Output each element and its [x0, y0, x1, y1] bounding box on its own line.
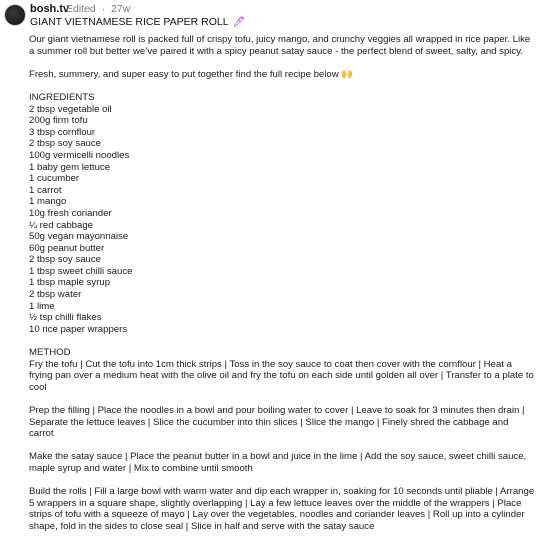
meta-separator: · [101, 3, 106, 15]
ingredient-item: 100g vermicelli noodles [29, 149, 130, 161]
method-step: Build the rolls | Fill a large bowl with warm water and dip each wrapper in, soaking for 10 seconds until pliable | Arrange 5 wrappers in a square shape, slightly overlapping | Lay a few lettuce leaves over the middle of the wrappers | Place strips of tofu with a squeeze of mayo | Lay over the vegetables, noodles and coriander leaves | Roll up into a cylinder shape, fold in the sides to close seal | Slice in half and serve with the satay sauce [29, 486, 535, 532]
ingredient-item: 3 tbsp cornflour [29, 126, 96, 138]
method-step: Make the satay sauce | Place the peanut butter in a bowl and juice in the lime | Add the soy sauce, sweet chilli sauce, maple syrup and water | Mix to combine until smooth [29, 451, 527, 474]
ingredient-item: 10 rice paper wrappers [29, 323, 128, 335]
post-age[interactable]: 27w [111, 3, 131, 15]
method-step: Fry the tofu | Cut the tofu into 1cm thick strips | Toss in the soy sauce to coat then cover with the cornflour | Heat a frying pan over a medium heat with the olive oil and fry the tofu on each side until golden all over | Transfer to a plate to cool [29, 358, 534, 393]
ingredient-item: 1 cucumber [29, 173, 80, 185]
post-header [4, 2, 536, 30]
caption-title-line [30, 16, 245, 28]
method-heading: METHOD [29, 347, 71, 359]
ingredient-item: 2 tbsp soy sauce [29, 254, 101, 266]
ingredient-item: 10g fresh coriander [29, 207, 112, 219]
method-step: Prep the filling | Place the noodles in a bowl and pour boiling water to cover | Leave to soak for 3 minutes then drain | Separate the lettuce leaves | Slice the cucumber into thin slices | Slice the mango | Finely shred the cabbage and carrot [29, 405, 525, 440]
ingredient-item: 60g peanut butter [29, 242, 105, 254]
ingredient-item: 2 tbsp vegetable oil [29, 103, 112, 115]
avatar[interactable] [4, 4, 26, 26]
intro-paragraph: Fresh, summery, and super easy to put together find the full recipe below 🙌 [29, 68, 354, 80]
ingredient-item: ½ tsp chilli flakes [29, 312, 102, 324]
ingredient-item: 1 tbsp sweet chilli sauce [29, 265, 133, 277]
ingredient-item: 50g vegan mayonnaise [29, 231, 129, 243]
ingredient-item: 1 lime [29, 300, 55, 312]
username-link[interactable]: bosh.tv [30, 3, 70, 15]
ingredient-item: 2 tbsp soy sauce [29, 138, 101, 150]
ingredient-item: 1 tbsp maple syrup [29, 277, 111, 289]
caption-body [29, 34, 535, 544]
ingredient-item: 1 carrot [29, 184, 62, 196]
ingredient-item: 1 mango [29, 196, 67, 208]
pen-icon: 🖊 [232, 17, 246, 28]
ingredients-heading: INGREDIENTS [29, 91, 95, 103]
edited-label: Edited [66, 3, 96, 15]
intro-paragraph: Our giant vietnamese roll is packed full of crispy tofu, juicy mango, and crunchy veggies all wrapped in rice paper. Like a summer roll but better we’ve paired it with a spicy peanut satay sauce - the perfect blend of sweet, salty, and spicy. [29, 34, 531, 57]
post-meta [66, 3, 133, 15]
ingredient-item: 2 tbsp water [29, 289, 82, 301]
ingredient-item: 200g firm tofu [29, 115, 88, 127]
caption-title: GIANT VIETNAMESE RICE PAPER ROLL [30, 16, 229, 28]
ingredients-list [29, 92, 535, 335]
ingredient-item: 1 baby gem lettuce [29, 161, 111, 173]
ingredient-item: ¼ red cabbage [29, 219, 94, 231]
